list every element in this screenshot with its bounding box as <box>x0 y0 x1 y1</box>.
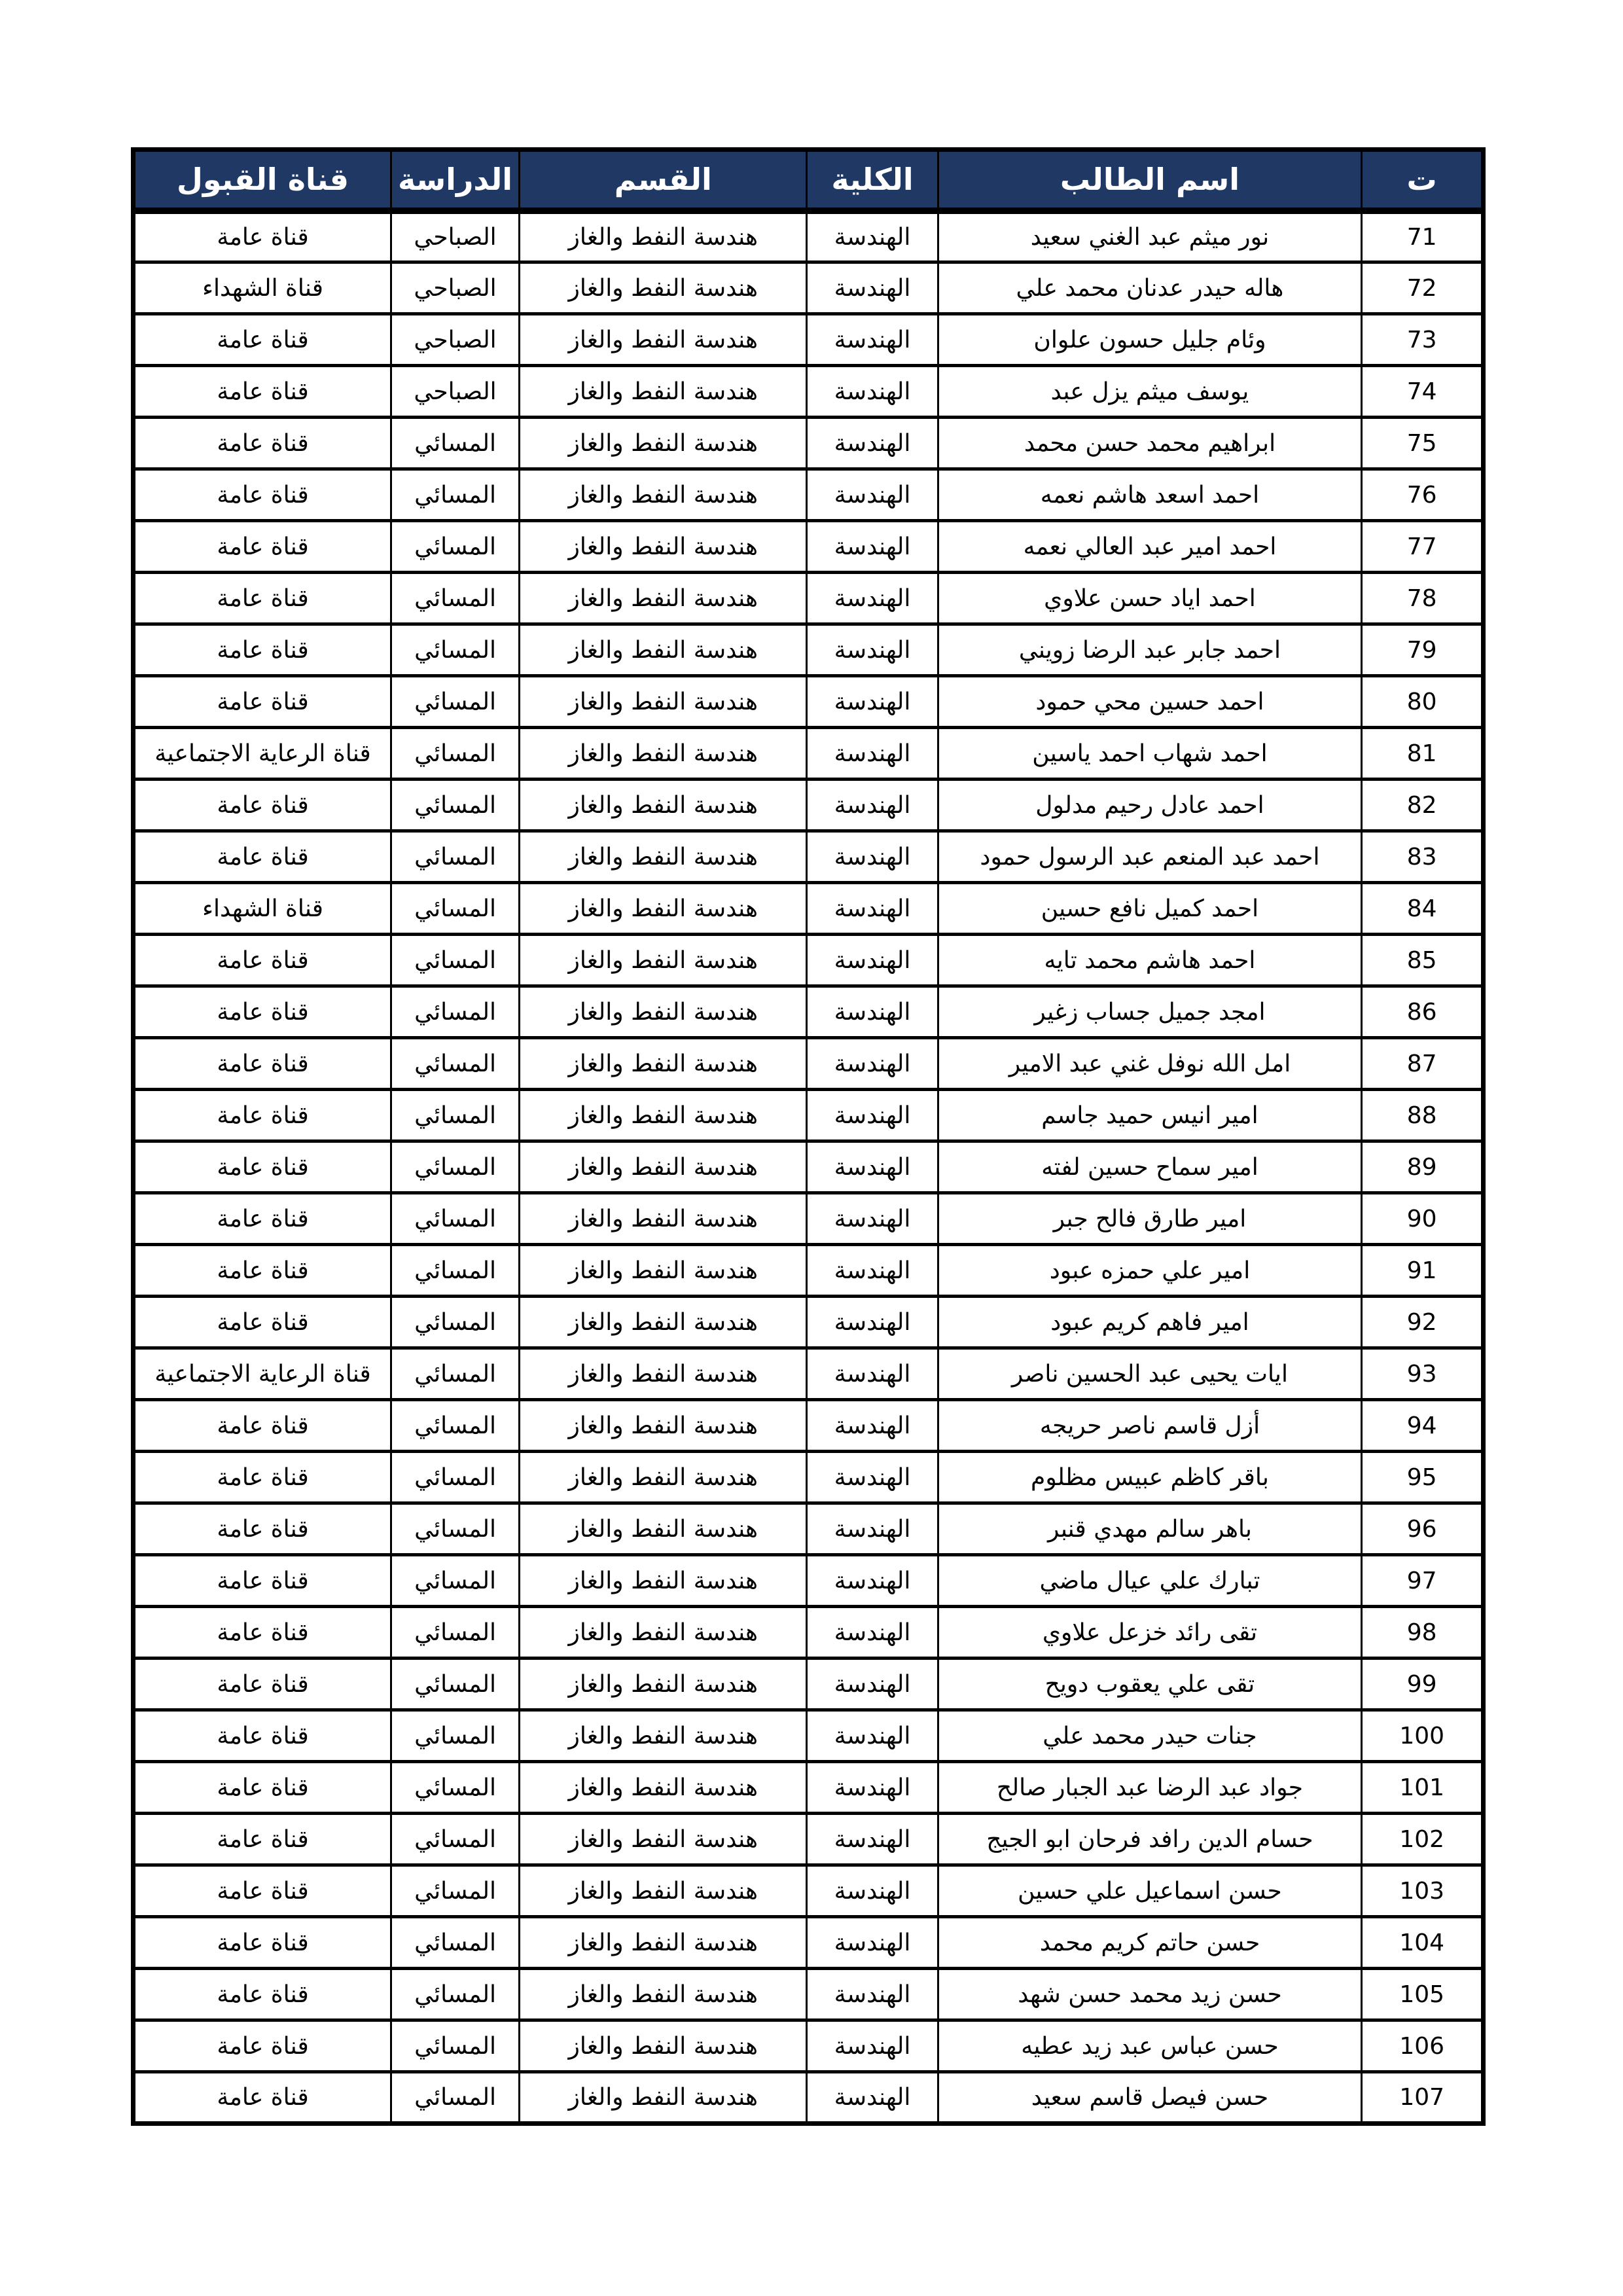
cell-admission-channel: قناة عامة <box>134 1659 391 1710</box>
cell-college: الهندسة <box>807 2072 938 2124</box>
table-header <box>134 150 1484 211</box>
cell-admission-channel: قناة الشهداء <box>134 262 391 314</box>
cell-study-type: المسائي <box>391 2072 520 2124</box>
cell-college: الهندسة <box>807 469 938 521</box>
cell-admission-channel: قناة عامة <box>134 1917 391 1969</box>
cell-college: الهندسة <box>807 676 938 728</box>
cell-serial-number: 79 <box>1362 624 1484 676</box>
cell-student-name: جواد عبد الرضا عبد الجبار صالح <box>938 1762 1362 1814</box>
cell-student-name: حسن فيصل قاسم سعيد <box>938 2072 1362 2124</box>
cell-college: الهندسة <box>807 2020 938 2072</box>
table-row <box>134 1607 1484 1659</box>
table-row <box>134 1297 1484 1348</box>
table-row <box>134 1710 1484 1762</box>
cell-serial-number: 76 <box>1362 469 1484 521</box>
cell-serial-number: 93 <box>1362 1348 1484 1400</box>
cell-college: الهندسة <box>807 1555 938 1607</box>
cell-admission-channel: قناة عامة <box>134 1038 391 1090</box>
table-row <box>134 469 1484 521</box>
cell-department: هندسة النفط والغاز <box>520 1969 807 2020</box>
cell-student-name: باقر كاظم عبيس مظلوم <box>938 1452 1362 1503</box>
cell-serial-number: 97 <box>1362 1555 1484 1607</box>
cell-college: الهندسة <box>807 986 938 1038</box>
table-row <box>134 728 1484 780</box>
cell-admission-channel: قناة عامة <box>134 1090 391 1141</box>
cell-student-name: احمد امير عبد العالي نعمه <box>938 521 1362 573</box>
cell-department: هندسة النفط والغاز <box>520 831 807 883</box>
cell-serial-number: 84 <box>1362 883 1484 935</box>
table-row <box>134 1659 1484 1710</box>
cell-serial-number: 102 <box>1362 1814 1484 1865</box>
cell-serial-number: 92 <box>1362 1297 1484 1348</box>
cell-department: هندسة النفط والغاز <box>520 883 807 935</box>
table-row <box>134 1969 1484 2020</box>
cell-college: الهندسة <box>807 1400 938 1452</box>
header-department: القسم <box>520 150 807 211</box>
cell-study-type: الصباحي <box>391 366 520 418</box>
cell-admission-channel: قناة الرعاية الاجتماعية <box>134 1348 391 1400</box>
cell-study-type: المسائي <box>391 1969 520 2020</box>
cell-admission-channel: قناة عامة <box>134 366 391 418</box>
cell-college: الهندسة <box>807 1452 938 1503</box>
cell-college: الهندسة <box>807 1141 938 1193</box>
cell-study-type: المسائي <box>391 986 520 1038</box>
cell-college: الهندسة <box>807 1038 938 1090</box>
cell-student-name: احمد شهاب احمد ياسين <box>938 728 1362 780</box>
cell-student-name: باهر سالم مهدي قنبر <box>938 1503 1362 1555</box>
table-row <box>134 1555 1484 1607</box>
cell-admission-channel: قناة عامة <box>134 624 391 676</box>
table-row <box>134 1400 1484 1452</box>
cell-college: الهندسة <box>807 211 938 262</box>
cell-college: الهندسة <box>807 521 938 573</box>
cell-serial-number: 80 <box>1362 676 1484 728</box>
cell-serial-number: 72 <box>1362 262 1484 314</box>
cell-study-type: المسائي <box>391 676 520 728</box>
cell-admission-channel: قناة عامة <box>134 1710 391 1762</box>
cell-college: الهندسة <box>807 1762 938 1814</box>
cell-study-type: الصباحي <box>391 262 520 314</box>
cell-college: الهندسة <box>807 935 938 986</box>
table-row <box>134 624 1484 676</box>
cell-department: هندسة النفط والغاز <box>520 469 807 521</box>
cell-college: الهندسة <box>807 624 938 676</box>
cell-study-type: الصباحي <box>391 211 520 262</box>
cell-admission-channel: قناة عامة <box>134 521 391 573</box>
cell-study-type: المسائي <box>391 624 520 676</box>
cell-admission-channel: قناة عامة <box>134 211 391 262</box>
cell-admission-channel: قناة عامة <box>134 469 391 521</box>
cell-serial-number: 90 <box>1362 1193 1484 1245</box>
cell-admission-channel: قناة عامة <box>134 1245 391 1297</box>
cell-student-name: احمد اسعد هاشم نعمه <box>938 469 1362 521</box>
cell-serial-number: 91 <box>1362 1245 1484 1297</box>
cell-student-name: جنات حيدر محمد علي <box>938 1710 1362 1762</box>
cell-student-name: ابراهيم محمد حسن محمد <box>938 418 1362 469</box>
table-row <box>134 676 1484 728</box>
cell-study-type: المسائي <box>391 1865 520 1917</box>
cell-study-type: المسائي <box>391 2020 520 2072</box>
cell-admission-channel: قناة عامة <box>134 1607 391 1659</box>
cell-department: هندسة النفط والغاز <box>520 1348 807 1400</box>
cell-department: هندسة النفط والغاز <box>520 1141 807 1193</box>
cell-department: هندسة النفط والغاز <box>520 2072 807 2124</box>
header-row <box>134 150 1484 211</box>
cell-admission-channel: قناة الشهداء <box>134 883 391 935</box>
table-row <box>134 935 1484 986</box>
table-row <box>134 1038 1484 1090</box>
table-body <box>134 211 1484 2124</box>
table-row <box>134 1193 1484 1245</box>
cell-serial-number: 88 <box>1362 1090 1484 1141</box>
cell-student-name: يوسف ميثم يزل عبد <box>938 366 1362 418</box>
cell-college: الهندسة <box>807 1297 938 1348</box>
cell-college: الهندسة <box>807 1193 938 1245</box>
cell-serial-number: 95 <box>1362 1452 1484 1503</box>
cell-study-type: المسائي <box>391 469 520 521</box>
cell-department: هندسة النفط والغاز <box>520 1503 807 1555</box>
cell-college: الهندسة <box>807 780 938 831</box>
cell-student-name: احمد جابر عبد الرضا زويني <box>938 624 1362 676</box>
cell-admission-channel: قناة عامة <box>134 2020 391 2072</box>
cell-student-name: حسام الدين رافد فرحان ابو الجيج <box>938 1814 1362 1865</box>
cell-admission-channel: قناة عامة <box>134 935 391 986</box>
table-row <box>134 780 1484 831</box>
cell-study-type: المسائي <box>391 831 520 883</box>
cell-college: الهندسة <box>807 314 938 366</box>
cell-study-type: المسائي <box>391 728 520 780</box>
cell-admission-channel: قناة عامة <box>134 676 391 728</box>
cell-college: الهندسة <box>807 1659 938 1710</box>
cell-serial-number: 101 <box>1362 1762 1484 1814</box>
cell-study-type: المسائي <box>391 1762 520 1814</box>
table-row <box>134 2072 1484 2124</box>
cell-department: هندسة النفط والغاز <box>520 366 807 418</box>
cell-study-type: المسائي <box>391 1710 520 1762</box>
cell-college: الهندسة <box>807 366 938 418</box>
cell-study-type: المسائي <box>391 1245 520 1297</box>
cell-student-name: احمد هاشم محمد تايه <box>938 935 1362 986</box>
cell-college: الهندسة <box>807 1710 938 1762</box>
cell-study-type: المسائي <box>391 1090 520 1141</box>
cell-department: هندسة النفط والغاز <box>520 211 807 262</box>
cell-serial-number: 82 <box>1362 780 1484 831</box>
cell-study-type: المسائي <box>391 521 520 573</box>
table-row <box>134 1090 1484 1141</box>
cell-student-name: حسن اسماعيل علي حسين <box>938 1865 1362 1917</box>
cell-student-name: احمد اياد حسن علاوي <box>938 573 1362 624</box>
cell-serial-number: 103 <box>1362 1865 1484 1917</box>
cell-college: الهندسة <box>807 883 938 935</box>
cell-serial-number: 73 <box>1362 314 1484 366</box>
table-row <box>134 1917 1484 1969</box>
cell-admission-channel: قناة عامة <box>134 418 391 469</box>
cell-student-name: تقى علي يعقوب دويح <box>938 1659 1362 1710</box>
cell-admission-channel: قناة عامة <box>134 314 391 366</box>
cell-study-type: المسائي <box>391 1038 520 1090</box>
cell-department: هندسة النفط والغاز <box>520 1245 807 1297</box>
cell-serial-number: 107 <box>1362 2072 1484 2124</box>
cell-student-name: امجد جميل جساب زغير <box>938 986 1362 1038</box>
cell-serial-number: 98 <box>1362 1607 1484 1659</box>
cell-student-name: امير انيس حميد جاسم <box>938 1090 1362 1141</box>
table-row <box>134 883 1484 935</box>
table-row <box>134 1503 1484 1555</box>
cell-serial-number: 104 <box>1362 1917 1484 1969</box>
cell-college: الهندسة <box>807 1814 938 1865</box>
cell-student-name: امير سماح حسين لفته <box>938 1141 1362 1193</box>
cell-study-type: المسائي <box>391 1659 520 1710</box>
cell-serial-number: 87 <box>1362 1038 1484 1090</box>
cell-department: هندسة النفط والغاز <box>520 780 807 831</box>
cell-admission-channel: قناة الرعاية الاجتماعية <box>134 728 391 780</box>
cell-admission-channel: قناة عامة <box>134 1141 391 1193</box>
cell-serial-number: 74 <box>1362 366 1484 418</box>
table-row <box>134 314 1484 366</box>
cell-serial-number: 94 <box>1362 1400 1484 1452</box>
cell-serial-number: 96 <box>1362 1503 1484 1555</box>
cell-student-name: حسن زيد محمد حسن شهد <box>938 1969 1362 2020</box>
cell-department: هندسة النفط والغاز <box>520 1452 807 1503</box>
cell-student-name: هاله حيدر عدنان محمد علي <box>938 262 1362 314</box>
table-row <box>134 1814 1484 1865</box>
cell-serial-number: 81 <box>1362 728 1484 780</box>
cell-student-name: تقى رائد خزعل علاوي <box>938 1607 1362 1659</box>
cell-department: هندسة النفط والغاز <box>520 1555 807 1607</box>
cell-department: هندسة النفط والغاز <box>520 1297 807 1348</box>
table-row <box>134 262 1484 314</box>
cell-serial-number: 85 <box>1362 935 1484 986</box>
cell-admission-channel: قناة عامة <box>134 1400 391 1452</box>
cell-study-type: المسائي <box>391 1452 520 1503</box>
cell-department: هندسة النفط والغاز <box>520 728 807 780</box>
cell-student-name: احمد كميل نافع حسين <box>938 883 1362 935</box>
cell-department: هندسة النفط والغاز <box>520 1814 807 1865</box>
table-row <box>134 1245 1484 1297</box>
cell-college: الهندسة <box>807 1348 938 1400</box>
cell-student-name: ايات يحيى عبد الحسين ناصر <box>938 1348 1362 1400</box>
cell-study-type: المسائي <box>391 883 520 935</box>
cell-department: هندسة النفط والغاز <box>520 1917 807 1969</box>
cell-department: هندسة النفط والغاز <box>520 1038 807 1090</box>
cell-student-name: أزل قاسم ناصر حريجه <box>938 1400 1362 1452</box>
cell-department: هندسة النفط والغاز <box>520 1710 807 1762</box>
cell-study-type: المسائي <box>391 1607 520 1659</box>
cell-college: الهندسة <box>807 1090 938 1141</box>
header-student-name: اسم الطالب <box>938 150 1362 211</box>
cell-college: الهندسة <box>807 1865 938 1917</box>
cell-study-type: الصباحي <box>391 314 520 366</box>
cell-department: هندسة النفط والغاز <box>520 2020 807 2072</box>
cell-admission-channel: قناة عامة <box>134 986 391 1038</box>
cell-college: الهندسة <box>807 573 938 624</box>
cell-serial-number: 75 <box>1362 418 1484 469</box>
cell-student-name: امير علي حمزه عبود <box>938 1245 1362 1297</box>
cell-serial-number: 100 <box>1362 1710 1484 1762</box>
cell-department: هندسة النفط والغاز <box>520 1090 807 1141</box>
cell-serial-number: 78 <box>1362 573 1484 624</box>
cell-department: هندسة النفط والغاز <box>520 262 807 314</box>
cell-admission-channel: قناة عامة <box>134 1865 391 1917</box>
table-row <box>134 573 1484 624</box>
cell-college: الهندسة <box>807 1607 938 1659</box>
cell-department: هندسة النفط والغاز <box>520 1193 807 1245</box>
cell-serial-number: 86 <box>1362 986 1484 1038</box>
cell-department: هندسة النفط والغاز <box>520 521 807 573</box>
cell-department: هندسة النفط والغاز <box>520 314 807 366</box>
cell-admission-channel: قناة عامة <box>134 831 391 883</box>
table-row <box>134 418 1484 469</box>
cell-college: الهندسة <box>807 728 938 780</box>
cell-study-type: المسائي <box>391 1555 520 1607</box>
cell-student-name: امل الله نوفل غني عبد الامير <box>938 1038 1362 1090</box>
cell-serial-number: 77 <box>1362 521 1484 573</box>
cell-serial-number: 105 <box>1362 1969 1484 2020</box>
cell-study-type: المسائي <box>391 1814 520 1865</box>
table-row <box>134 1141 1484 1193</box>
table-row <box>134 831 1484 883</box>
table-row <box>134 366 1484 418</box>
cell-admission-channel: قناة عامة <box>134 573 391 624</box>
cell-study-type: المسائي <box>391 1503 520 1555</box>
table-row <box>134 1452 1484 1503</box>
cell-admission-channel: قناة عامة <box>134 780 391 831</box>
cell-student-name: حسن عباس عبد زيد عطيه <box>938 2020 1362 2072</box>
cell-department: هندسة النفط والغاز <box>520 1865 807 1917</box>
table-row <box>134 1865 1484 1917</box>
table-row <box>134 1348 1484 1400</box>
cell-college: الهندسة <box>807 418 938 469</box>
cell-study-type: المسائي <box>391 1141 520 1193</box>
cell-student-name: وئام جليل حسون علوان <box>938 314 1362 366</box>
cell-department: هندسة النفط والغاز <box>520 676 807 728</box>
cell-college: الهندسة <box>807 262 938 314</box>
cell-study-type: المسائي <box>391 780 520 831</box>
cell-serial-number: 83 <box>1362 831 1484 883</box>
table-row <box>134 986 1484 1038</box>
cell-admission-channel: قناة عامة <box>134 1452 391 1503</box>
cell-study-type: المسائي <box>391 935 520 986</box>
cell-college: الهندسة <box>807 1503 938 1555</box>
cell-study-type: المسائي <box>391 1400 520 1452</box>
students-table <box>131 147 1486 2126</box>
cell-department: هندسة النفط والغاز <box>520 1400 807 1452</box>
cell-admission-channel: قناة عامة <box>134 1503 391 1555</box>
cell-student-name: امير طارق فالح جبر <box>938 1193 1362 1245</box>
cell-department: هندسة النفط والغاز <box>520 418 807 469</box>
cell-college: الهندسة <box>807 1917 938 1969</box>
header-admission-channel: قناة القبول <box>134 150 391 211</box>
cell-admission-channel: قناة عامة <box>134 2072 391 2124</box>
cell-student-name: احمد حسين محي حمود <box>938 676 1362 728</box>
cell-student-name: نور ميثم عبد الغني سعيد <box>938 211 1362 262</box>
cell-serial-number: 106 <box>1362 2020 1484 2072</box>
table-row <box>134 2020 1484 2072</box>
cell-department: هندسة النفط والغاز <box>520 1607 807 1659</box>
header-college: الكلية <box>807 150 938 211</box>
cell-department: هندسة النفط والغاز <box>520 1762 807 1814</box>
cell-department: هندسة النفط والغاز <box>520 1659 807 1710</box>
table-row <box>134 211 1484 262</box>
cell-department: هندسة النفط والغاز <box>520 986 807 1038</box>
header-study-type: الدراسة <box>391 150 520 211</box>
table-row <box>134 1762 1484 1814</box>
cell-student-name: حسن حاتم كريم محمد <box>938 1917 1362 1969</box>
cell-study-type: المسائي <box>391 1297 520 1348</box>
cell-department: هندسة النفط والغاز <box>520 573 807 624</box>
cell-college: الهندسة <box>807 1969 938 2020</box>
cell-admission-channel: قناة عامة <box>134 1762 391 1814</box>
cell-study-type: المسائي <box>391 573 520 624</box>
cell-admission-channel: قناة عامة <box>134 1555 391 1607</box>
cell-department: هندسة النفط والغاز <box>520 935 807 986</box>
cell-admission-channel: قناة عامة <box>134 1969 391 2020</box>
header-serial-number: ت <box>1362 150 1484 211</box>
cell-student-name: امير فاهم كريم عبود <box>938 1297 1362 1348</box>
cell-college: الهندسة <box>807 1245 938 1297</box>
cell-serial-number: 71 <box>1362 211 1484 262</box>
cell-study-type: المسائي <box>391 1193 520 1245</box>
cell-department: هندسة النفط والغاز <box>520 624 807 676</box>
cell-student-name: تبارك علي عيال ماضي <box>938 1555 1362 1607</box>
cell-admission-channel: قناة عامة <box>134 1814 391 1865</box>
table-row <box>134 521 1484 573</box>
cell-college: الهندسة <box>807 831 938 883</box>
cell-serial-number: 99 <box>1362 1659 1484 1710</box>
cell-study-type: المسائي <box>391 418 520 469</box>
cell-admission-channel: قناة عامة <box>134 1297 391 1348</box>
cell-student-name: احمد عبد المنعم عبد الرسول حمود <box>938 831 1362 883</box>
cell-serial-number: 89 <box>1362 1141 1484 1193</box>
cell-study-type: المسائي <box>391 1917 520 1969</box>
cell-study-type: المسائي <box>391 1348 520 1400</box>
cell-student-name: احمد عادل رحيم مدلول <box>938 780 1362 831</box>
cell-admission-channel: قناة عامة <box>134 1193 391 1245</box>
